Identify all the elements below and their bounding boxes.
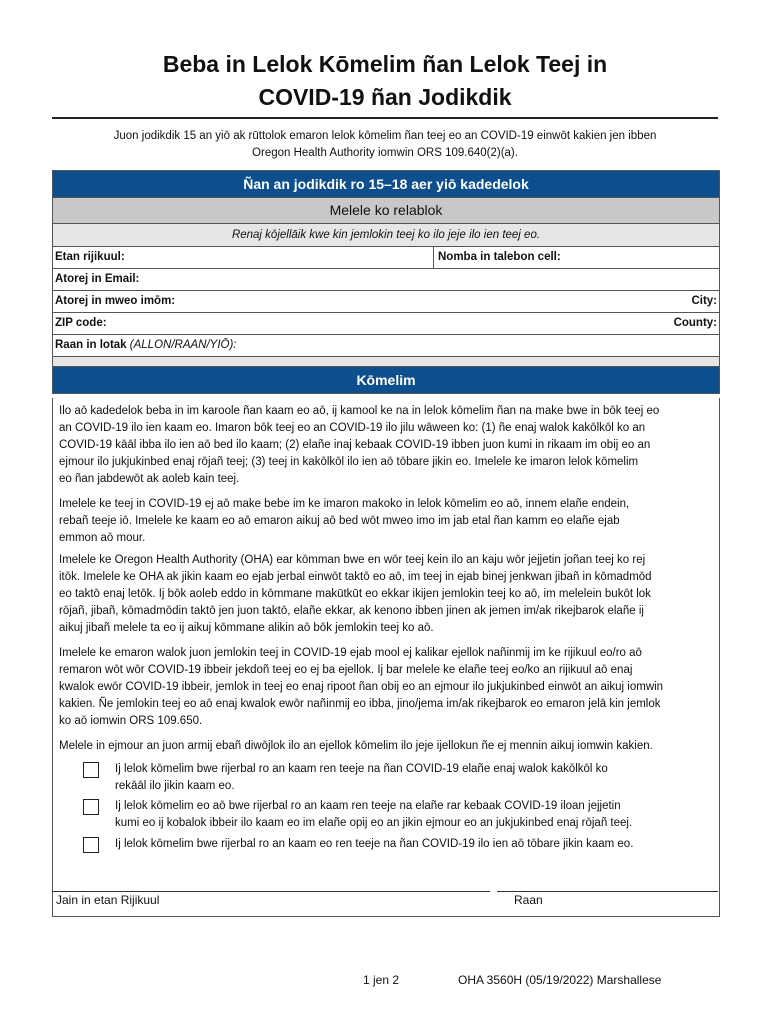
date-label: Raan (514, 893, 543, 907)
text-line: Melele in ejmour an juon armij ebañ diwōjlok ilo an ejellok kōmelim ilo jeje ijellokun ñe ej mennin aikuj iomwin kakien. (59, 740, 653, 752)
symptom-testing-checkbox[interactable] (83, 762, 99, 778)
zip-county-row[interactable] (53, 313, 719, 335)
spacer-row (53, 357, 719, 367)
text-line: kwalok ewōr COVID-19 ibbeir, jemlok in teej eo enaj ripoot ñan obij eo an ejmour ilo jukjukinbed einwōt an aikuj iomwin (59, 681, 664, 693)
text-line: Imelele ke emaron walok juon jemlokin teej in COVID-19 ejab mool ej kalikar ejellok nañinmij im ke rijikuul eo/ro aō (59, 647, 642, 659)
consent-body (52, 398, 720, 917)
page-title-line-1: Beba in Lelok Kōmelim ñan Lelok Teej in (162, 51, 608, 77)
cell-phone-field[interactable] (438, 247, 561, 268)
text-line: ko aō iomwin ORS 109.650. (59, 715, 203, 727)
text-line: itōk. Imelele ke OHA ak jikin kaam eo ejab jerbal einwōt taktō eo aō, im teej in ejab binej jenkwan jibañ in kōmadmōd (59, 571, 652, 583)
zip-label: ZIP code: (55, 317, 107, 329)
consent-paragraph-1 (59, 403, 711, 488)
text-line: eo taktō enaj letōk. Ij bōk aoleb eddo in kōmmane makūtkūt eo ekkar ikijen jemlokin teej ko aō, im melelein bukōt lok (59, 588, 651, 600)
participant-info-form (52, 170, 720, 394)
text-line: rekāāl ilo jikin kaam eo. (115, 780, 235, 792)
text-line: Ilo aō kadedelok beba in im karoole ñan kaam eo aō, ij kamool ke na in lelok kōmelim ñan na make bwe in bōk teej eo (59, 405, 660, 417)
text-line: Imelele ke teej in COVID-19 ej aō make bebe im ke imaron makoko in lelok kōmelim eo aō, innem elañe endein, (59, 498, 630, 510)
signature-label: Jain in etan Rijikuul (56, 893, 160, 907)
cell-phone-label: Nomba in talebon cell: (438, 251, 561, 263)
consent-paragraph-5 (59, 738, 711, 755)
city-label: City: (691, 295, 717, 307)
arrival-testing-text (115, 836, 695, 853)
text-line: aikuj jibañ melele ta eo ij aikuj kōmmane alikin aō bōk jemlokin teej ko aō. (59, 622, 434, 634)
participant-name-field[interactable] (53, 247, 434, 268)
address-city-row[interactable] (53, 291, 719, 313)
county-label: County: (673, 317, 717, 329)
intro-text (52, 128, 718, 162)
form-id: OHA 3560H (05/19/2022) Marshallese (458, 973, 662, 987)
name-phone-row (53, 247, 719, 269)
participant-name-label: Etan rijikuul: (55, 251, 125, 263)
text-line: Ij lelok kōmelim eo aō bwe rijerbal ro an kaam ren teeje na elañe rar kebaak COVID-19 iloan jejjetin (115, 800, 621, 812)
text-line: Ij lelok kōmelim bwe rijerbal ro an kaam eo ren teeje na ñan COVID-19 ilo ien aō tōbare jikin kaam eo. (115, 838, 634, 850)
text-line: remaron wōt wōr COVID-19 ibbeir jekdoñ teej eo ej ba ejellok. Ij bar melele ke elañe teej eo/ko an rijikuul aō enaj (59, 664, 633, 676)
exposure-testing-checkbox[interactable] (83, 799, 99, 815)
text-line: emmon aō mour. (59, 532, 146, 544)
dob-label: Raan in lotak (55, 339, 127, 351)
text-line: an COVID-19 ilo ien kaam eo. Imaron bōk teej eo an COVID-19 ilo jilu wāween ko: (1) ñe enaj walok kakōlkōl ko an (59, 422, 646, 434)
page-title-line-2: COVID-19 ñan Jodikdik (258, 84, 512, 110)
email-label: Atorej in Email: (55, 273, 140, 285)
intro-line-1: Juon jodikdik 15 an yiō ak rūttolok emaron lelok kōmelim ñan teej eo an COVID-19 einwōt kakien jen ibben (113, 130, 657, 142)
text-line: rōjañ, jibañ, kōmadmōdin taktō jen juon taktō, elañe ekkar, ak kenono ibben jinen ak jemen im/ak rikejbarok elañe ij (59, 605, 644, 617)
age-band-header: Ñan an jodikdik ro 15–18 aer yiō kadedelok (53, 171, 719, 198)
title-divider (52, 117, 718, 119)
arrival-testing-checkbox[interactable] (83, 837, 99, 853)
intro-line-2: Oregon Health Authority iomwin ORS 109.640(2)(a). (252, 147, 518, 159)
consent-band-header: Kōmelim (53, 367, 719, 394)
date-line[interactable] (497, 891, 718, 892)
text-line: Ij lelok kōmelim bwe rijerbal ro an kaam ren teeje na ñan COVID-19 elañe enaj walok kakōlkōl ko (115, 763, 608, 775)
consent-paragraph-4 (59, 645, 711, 730)
text-line: kakien. Ñe jemlokin teej eo aō enaj kwalok ewōr nañinmij eo ibba, jino/jema im/ak rikejbarok eo emaron jelā kin jemlok (59, 698, 661, 710)
text-line: kumi eo ij kobalok ibbeir ilo kaam eo im elañe opij eo an jikin ejmour eo an jukjukinbed enaj rōjañ teej. (115, 817, 633, 829)
section-title: Melele ko relablok (53, 198, 719, 224)
text-line: eo ñan jabdewōt ak aoleb kain teej. (59, 473, 240, 485)
dob-format: (ALLON/RAAN/YIŌ): (129, 339, 237, 351)
email-field[interactable] (53, 269, 719, 291)
consent-paragraph-3 (59, 552, 711, 637)
dob-field[interactable] (53, 335, 719, 357)
exposure-testing-text (115, 798, 695, 832)
page-number: 1 jen 2 (363, 973, 400, 987)
text-line: Imelele ke Oregon Health Authority (OHA) ear kōmman bwe en wōr teej kein ilo an kaju wōr jejjetin joñan teej ko rej (59, 554, 646, 566)
text-line: ejmour ilo jukjukinbed enaj rōjañ teej; (3) teej in kakōlkōl ilo ien aō tōbare jikin eo. Imelele ke imaron lelok kōmelim (59, 456, 639, 468)
signature-line[interactable] (52, 891, 490, 892)
mailing-address-label: Atorej in mweo imōm: (55, 295, 176, 307)
results-instruction: Renaj kōjellāik kwe kin jemlokin teej ko ilo jeje ilo ien teej eo. (53, 224, 719, 247)
consent-paragraph-2 (59, 496, 711, 547)
symptom-testing-text (115, 761, 695, 795)
text-line: rebañ teeje iō. Imelele ke kaam eo aō emaron aikuj aō bed wōt mweo imo im jab etal ñan kamm eo elañe ejab (59, 515, 620, 527)
text-line: COVID-19 kāāl ibba ilo ien aō bed ilo kaam; (2) elañe inaj kebaak COVID-19 ibben juon kumi in rikaam im obij eo an (59, 439, 651, 451)
